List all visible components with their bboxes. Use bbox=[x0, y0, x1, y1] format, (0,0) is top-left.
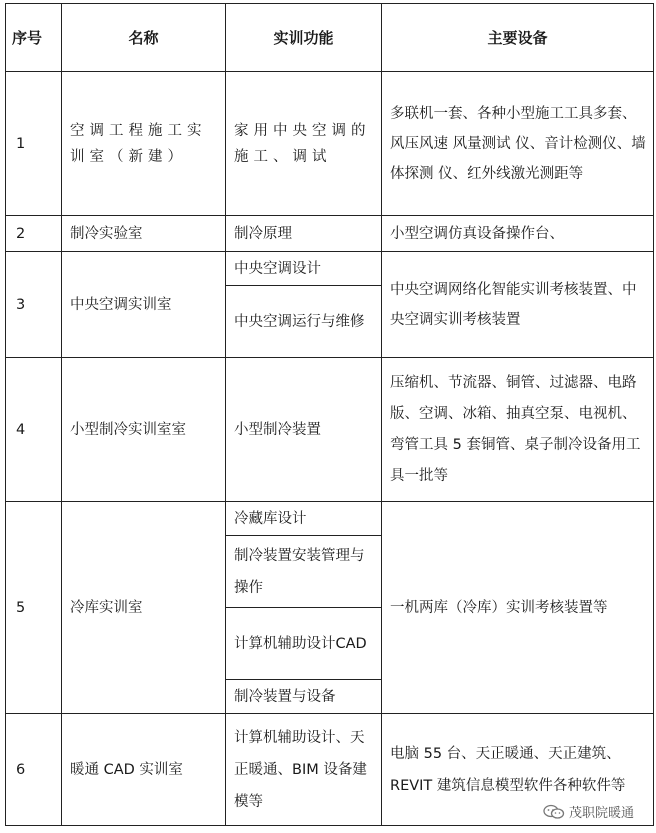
row-function: 冷藏库设计 bbox=[226, 502, 382, 536]
row-function: 小型制冷装置 bbox=[226, 358, 382, 502]
training-rooms-table bbox=[5, 3, 654, 826]
row-equipment: 中央空调网络化智能实训考核装置、中央空调实训考核装置 bbox=[382, 252, 654, 358]
row-name: 小型制冷实训室室 bbox=[62, 358, 226, 502]
row-function: 制冷装置与设备 bbox=[226, 680, 382, 714]
row-function: 中央空调设计 bbox=[226, 252, 382, 286]
row-name: 空调工程施工实训室（新建） bbox=[62, 72, 226, 216]
row-name: 中央空调实训室 bbox=[62, 252, 226, 358]
watermark-text: 茂职院暖通 bbox=[568, 806, 634, 821]
table-row bbox=[6, 358, 654, 502]
watermark bbox=[543, 802, 634, 821]
wechat-icon bbox=[543, 804, 565, 820]
row-function: 中央空调运行与维修 bbox=[226, 286, 382, 358]
row-num: 4 bbox=[6, 358, 62, 502]
row-equipment: 一机两库（冷库）实训考核装置等 bbox=[382, 502, 654, 714]
row-equipment: 多联机一套、各种小型施工工具多套、风压风速 风量测试 仪、音计检测仪、墙体探测 仪、红外线激光测距等 bbox=[382, 72, 654, 216]
row-function: 计算机辅助设计、天正暖通、BIM 设备建模等 bbox=[226, 714, 382, 826]
header-num: 序号 bbox=[6, 4, 62, 72]
row-function: 制冷装置安装管理与操作 bbox=[226, 536, 382, 608]
row-num: 5 bbox=[6, 502, 62, 714]
table-row bbox=[6, 502, 654, 536]
row-function: 计算机辅助设计CAD bbox=[226, 608, 382, 680]
row-name: 冷库实训室 bbox=[62, 502, 226, 714]
row-name: 制冷实验室 bbox=[62, 216, 226, 252]
row-equipment: 压缩机、节流器、铜管、过滤器、电路版、空调、冰箱、抽真空泵、电视机、弯管工具 5 套铜管、桌子制冷设备用工具一批等 bbox=[382, 358, 654, 502]
row-num: 3 bbox=[6, 252, 62, 358]
header-name: 名称 bbox=[62, 4, 226, 72]
row-num: 2 bbox=[6, 216, 62, 252]
row-equipment: 小型空调仿真设备操作台、 bbox=[382, 216, 654, 252]
header-row bbox=[6, 4, 654, 72]
row-function: 家用中央空调的施工、调试 bbox=[226, 72, 382, 216]
table-row bbox=[6, 252, 654, 286]
header-function: 实训功能 bbox=[226, 4, 382, 72]
table-row bbox=[6, 72, 654, 216]
row-num: 6 bbox=[6, 714, 62, 826]
row-equipment: 电脑 55 台、天正暖通、天正建筑、REVIT 建筑信息模型软件各种软件等 bbox=[382, 714, 654, 826]
row-name: 暖通 CAD 实训室 bbox=[62, 714, 226, 826]
row-function: 制冷原理 bbox=[226, 216, 382, 252]
table-row bbox=[6, 216, 654, 252]
header-equipment: 主要设备 bbox=[382, 4, 654, 72]
row-num: 1 bbox=[6, 72, 62, 216]
